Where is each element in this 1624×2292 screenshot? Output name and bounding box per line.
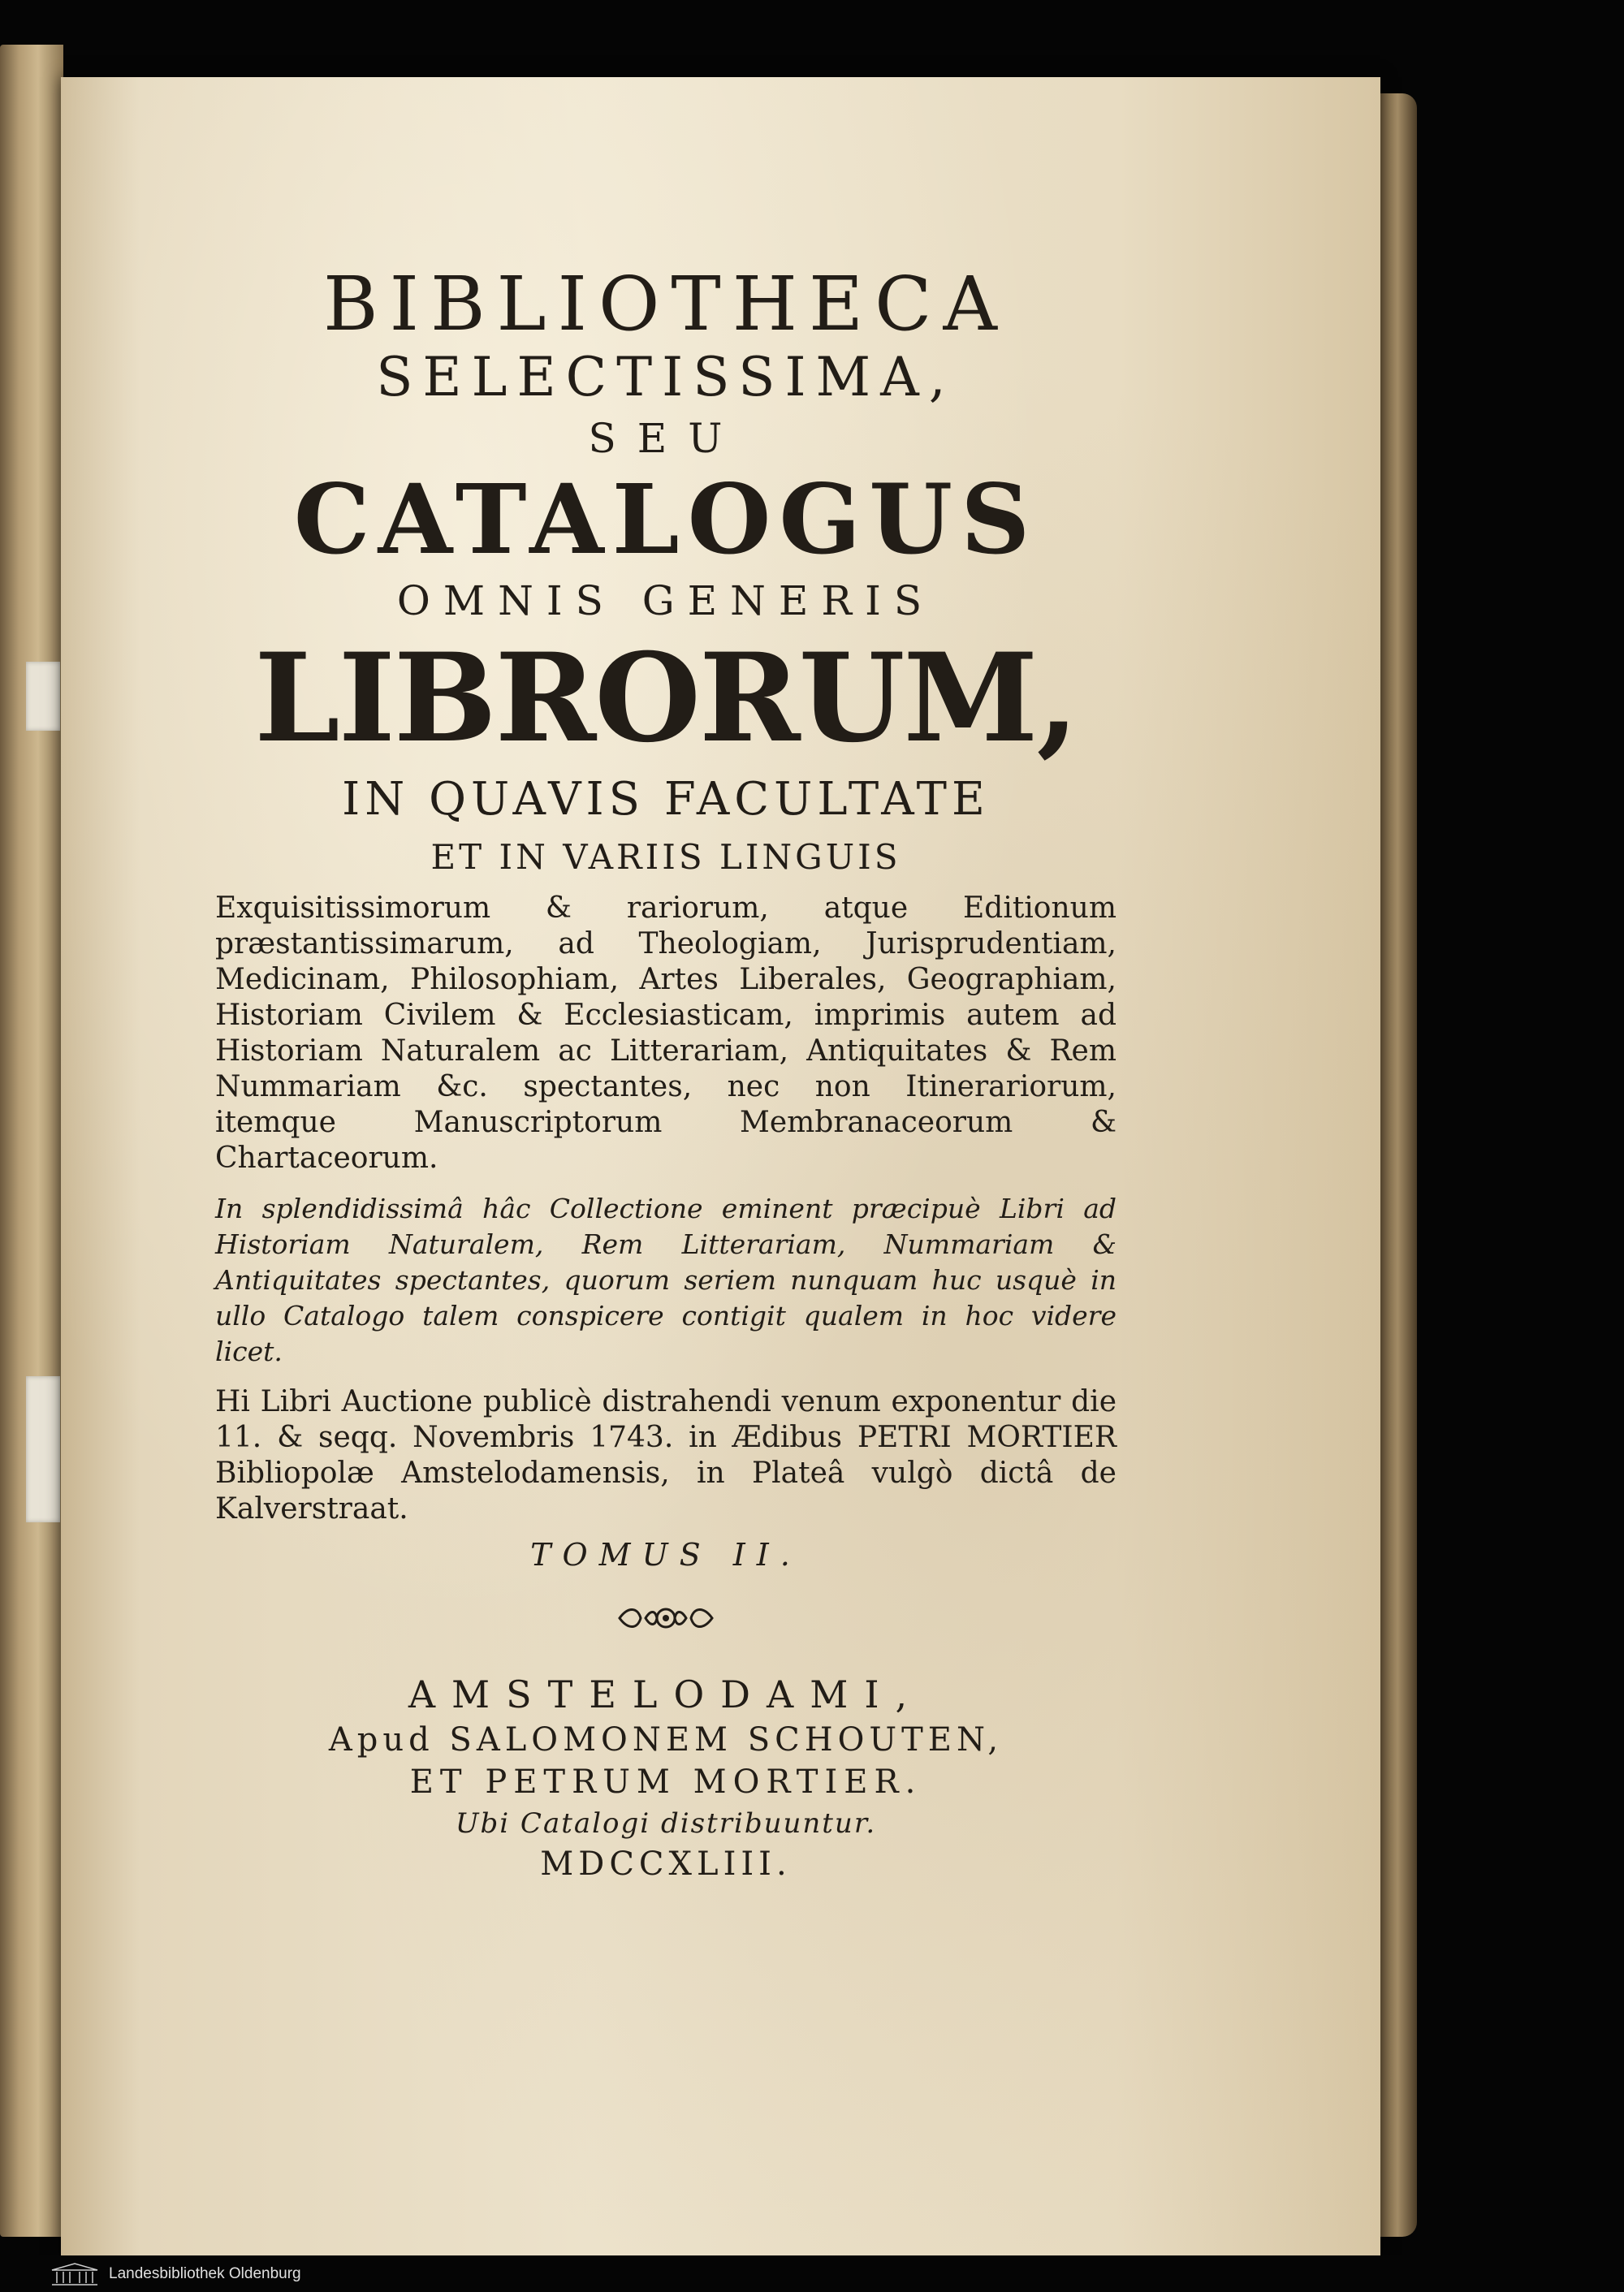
title-line-catalogus: CATALOGUS — [293, 463, 1039, 576]
imprint-place: AMSTELODAMI, — [408, 1673, 924, 1716]
volume-label: TOMUS II. — [530, 1537, 801, 1573]
imprint-distribution: Ubi Catalogi distribuuntur. — [455, 1807, 877, 1840]
title-line-omnis-generis: OMNIS GENERIS — [396, 577, 935, 624]
footer-bar — [0, 2255, 1624, 2292]
title-line-quavis-facultate: IN QUAVIS FACULTATE — [342, 773, 990, 826]
left-page-edge — [0, 45, 63, 2237]
collection-note: In splendidissimâ hâc Collectione eminent præcipuè Libri ad Historiam Naturalem, Rem Litterariam, Nummariam & Antiquitates spectantes, quorum seriem nunquam huc usquè in ullo Catalogo talem conspicere contigit qualem in hoc videre licet. — [215, 1193, 1116, 1367]
imprint-publisher-2: ET PETRUM MORTIER. — [409, 1763, 922, 1801]
title-line-variis-linguis: ET IN VARIIS LINGUIS — [430, 837, 901, 877]
title-line-librorum: LIBRORUM, — [254, 627, 1078, 770]
imprint-publisher-1: Apud SALOMONEM SCHOUTEN, — [328, 1721, 1004, 1759]
title-page-content — [215, 183, 1116, 1884]
binding-strip — [26, 1376, 60, 1522]
library-building-icon — [50, 2262, 99, 2286]
title-line-selectissima: SELECTISSIMA, — [376, 346, 956, 408]
description-paragraph: Exquisitissimorum & rariorum, atque Editionum præstantissimarum, ad Theologiam, Jurisprudentiam, Medicinam, Philosophiam, Artes Liberales, Geographiam, Historiam Civilem & Ecclesiasticam, imprimis autem ad Historiam Naturalem ac Litterariam, Antiquitates & Rem Nummariam &c. spectantes, nec non Itinerariorum, itemque Manuscriptorum Membranaceorum & Chartaceorum. — [215, 891, 1116, 1175]
title-line-seu: SEU — [588, 415, 744, 462]
title-line-bibliotheca: BIBLIOTHECA — [323, 261, 1009, 347]
imprint-year: MDCCXLIII. — [540, 1845, 792, 1883]
binding-strip — [26, 662, 60, 731]
printer-ornament-icon — [613, 1604, 719, 1633]
auction-note: Hi Libri Auctione publicè distrahendi venum exponentur die 11. & seqq. Novembris 1743. in Ædibus PETRI MORTIER Bibliopolæ Amstelodamensis, in Plateâ vulgò dictâ de Kalverstraat. — [215, 1385, 1116, 1526]
footer-library-name: Landesbibliothek Oldenburg — [109, 2265, 301, 2282]
title-page — [61, 77, 1380, 2261]
